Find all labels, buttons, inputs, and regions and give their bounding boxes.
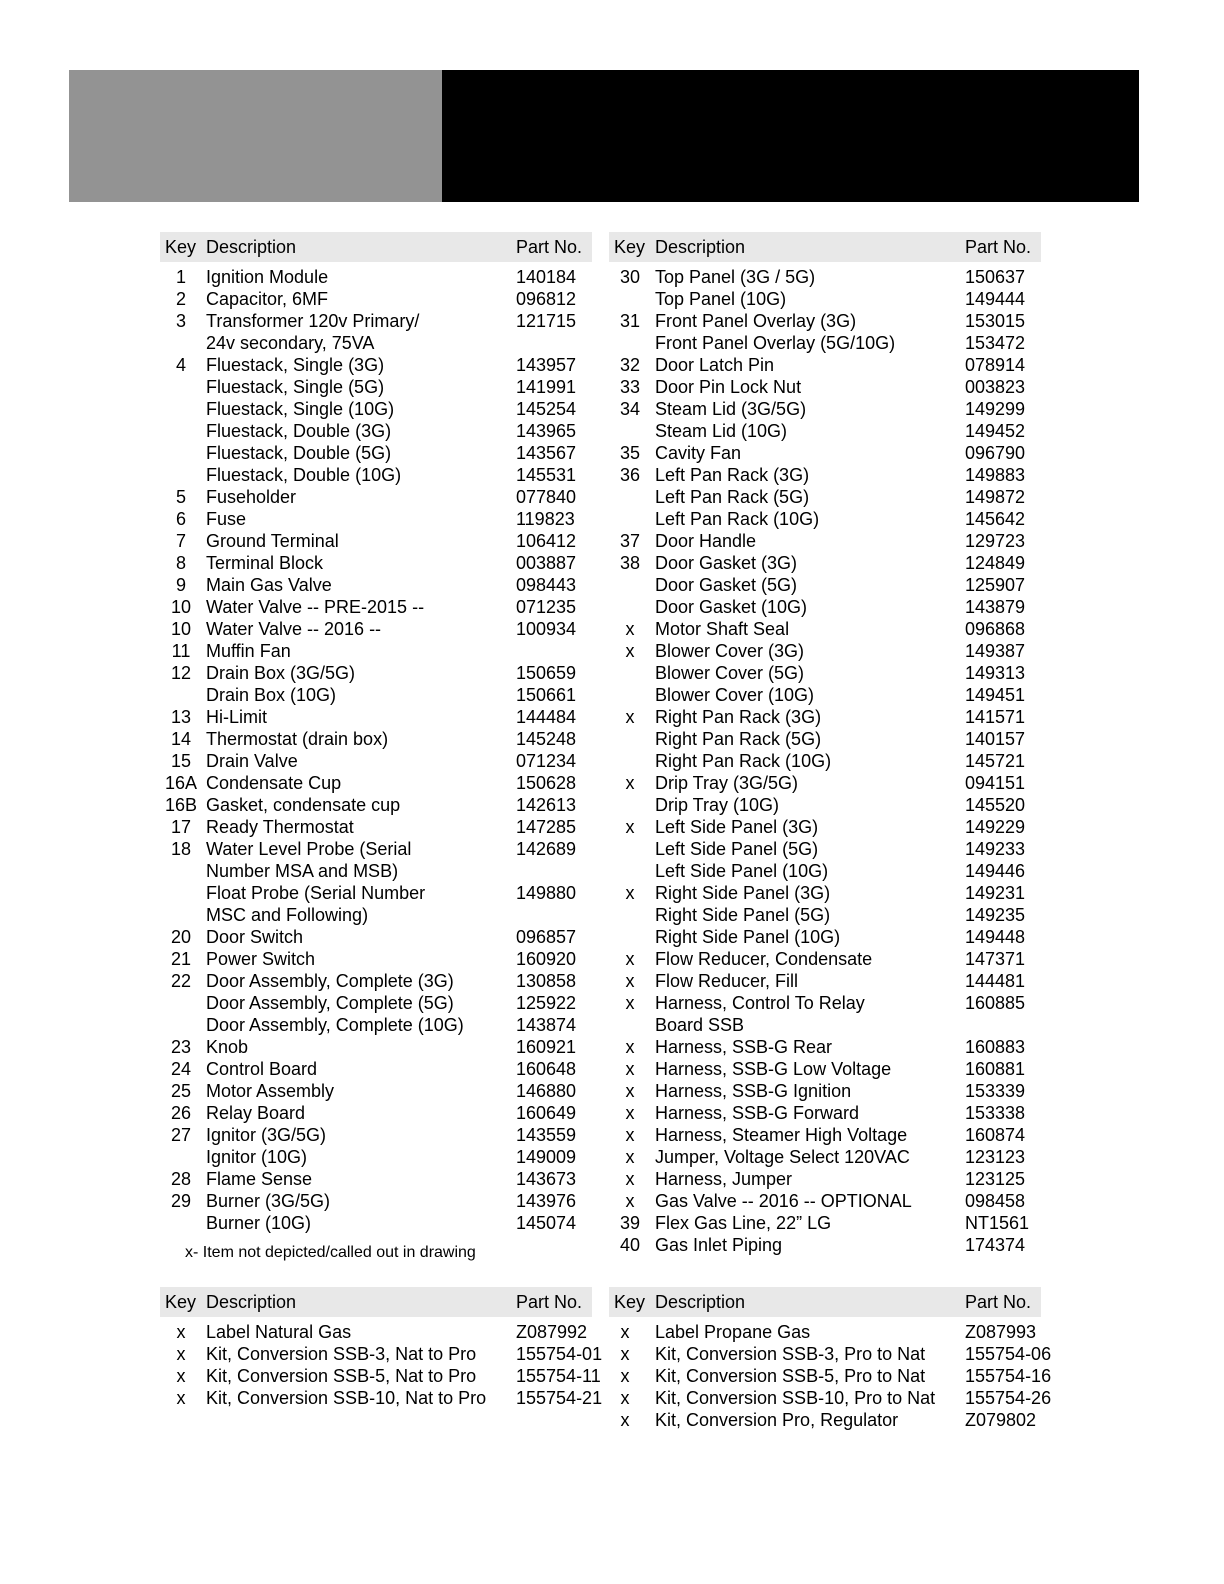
- row-part-no: 143673: [516, 1169, 577, 1189]
- row-description: Cavity Fan: [655, 443, 742, 463]
- row-description: Harness, SSB-G Forward: [655, 1103, 860, 1123]
- header-key: Key: [165, 237, 197, 257]
- row-key: x: [625, 1191, 635, 1211]
- row-part-no: 155754-11: [516, 1366, 601, 1386]
- row-key: x: [625, 1147, 635, 1167]
- row-key: x: [176, 1344, 186, 1364]
- row-part-no: 155754-21: [516, 1388, 603, 1408]
- row-description: MSC and Following): [206, 905, 369, 925]
- row-description: Power Switch: [206, 949, 316, 969]
- row-part-no: 147371: [965, 949, 1026, 969]
- row-key: x: [625, 949, 635, 969]
- row-key: 7: [175, 531, 186, 551]
- row-description: Drain Box (10G): [206, 685, 337, 705]
- row-description: Flex Gas Line, 22” LG: [655, 1213, 832, 1233]
- row-description: Gasket, condensate cup: [206, 795, 401, 815]
- row-description: Door Gasket (3G): [655, 553, 798, 573]
- row-description: Flame Sense: [206, 1169, 313, 1189]
- row-description: Relay Board: [206, 1103, 306, 1123]
- row-description: Door Latch Pin: [655, 355, 775, 375]
- row-key: 37: [619, 531, 641, 551]
- row-key: x: [176, 1322, 186, 1342]
- table-header: [609, 1287, 1041, 1317]
- row-part-no: Z087992: [516, 1322, 588, 1342]
- row-part-no: 106412: [516, 531, 577, 551]
- row-description: Water Valve -- PRE-2015 --: [206, 597, 425, 617]
- row-description: Ignitor (10G): [206, 1147, 308, 1167]
- row-key: 16A: [164, 773, 198, 793]
- row-description: Ignitor (3G/5G): [206, 1125, 327, 1145]
- row-part-no: 160920: [516, 949, 577, 969]
- row-key: x: [625, 707, 635, 727]
- row-description: Harness, SSB-G Low Voltage: [655, 1059, 892, 1079]
- row-description: Front Panel Overlay (5G/10G): [655, 333, 896, 353]
- row-description: Ignition Module: [206, 267, 329, 287]
- row-part-no: 147285: [516, 817, 577, 837]
- row-part-no: 153472: [965, 333, 1026, 353]
- row-description: Ready Thermostat: [206, 817, 354, 837]
- row-key: 30: [619, 267, 641, 287]
- row-part-no: 145254: [516, 399, 577, 419]
- row-description: Kit, Conversion SSB-5, Pro to Nat: [655, 1366, 926, 1386]
- row-part-no: 098458: [965, 1191, 1026, 1211]
- row-key: x: [625, 1125, 635, 1145]
- row-part-no: 078914: [965, 355, 1026, 375]
- row-description: Fluestack, Double (3G): [206, 421, 392, 441]
- row-description: Flow Reducer, Condensate: [655, 949, 873, 969]
- row-part-no: 123123: [965, 1147, 1026, 1167]
- row-description: Flow Reducer, Fill: [655, 971, 799, 991]
- row-part-no: 160883: [965, 1037, 1026, 1057]
- row-description: Board SSB: [655, 1015, 745, 1035]
- row-part-no: 149444: [965, 289, 1026, 309]
- row-key: x: [625, 993, 635, 1013]
- row-part-no: 153339: [965, 1081, 1026, 1101]
- row-key: 31: [619, 311, 641, 331]
- row-part-no: 149231: [965, 883, 1026, 903]
- row-part-no: 145074: [516, 1213, 577, 1233]
- row-part-no: 096790: [965, 443, 1026, 463]
- row-part-no: 160921: [516, 1037, 577, 1057]
- row-description: Blower Cover (3G): [655, 641, 805, 661]
- row-key: 40: [619, 1235, 641, 1255]
- row-description: Door Gasket (10G): [655, 597, 808, 617]
- row-description: Door Handle: [655, 531, 757, 551]
- row-description: Right Pan Rack (5G): [655, 729, 822, 749]
- row-key: 16B: [164, 795, 198, 815]
- row-description: Door Gasket (5G): [655, 575, 798, 595]
- row-description: Drain Box (3G/5G): [206, 663, 356, 683]
- row-part-no: 142689: [516, 839, 577, 859]
- row-description: Door Assembly, Complete (5G): [206, 993, 454, 1013]
- row-description: Knob: [206, 1037, 249, 1057]
- row-key: x: [625, 971, 635, 991]
- row-part-no: 071234: [516, 751, 577, 771]
- row-key: 13: [170, 707, 192, 727]
- row-part-no: 149880: [516, 883, 577, 903]
- row-part-no: 094151: [965, 773, 1026, 793]
- table-header: [160, 1287, 592, 1317]
- footnote: x- Item not depicted/called out in drawing: [185, 1244, 476, 1261]
- row-key: 15: [170, 751, 192, 771]
- row-key: 17: [170, 817, 192, 837]
- row-key: 2: [175, 289, 186, 309]
- row-key: x: [625, 641, 635, 661]
- row-description: Left Side Panel (3G): [655, 817, 819, 837]
- row-description: Number MSA and MSB): [206, 861, 399, 881]
- row-part-no: 145642: [965, 509, 1026, 529]
- row-part-no: 144481: [965, 971, 1026, 991]
- row-description: Fuseholder: [206, 487, 297, 507]
- row-part-no: 129723: [965, 531, 1026, 551]
- row-key: x: [625, 1081, 635, 1101]
- row-key: 5: [175, 487, 186, 507]
- row-part-no: Z087993: [965, 1322, 1037, 1342]
- row-description: Control Board: [206, 1059, 318, 1079]
- row-description: Right Pan Rack (10G): [655, 751, 832, 771]
- row-part-no: 142613: [516, 795, 577, 815]
- row-description: Terminal Block: [206, 553, 324, 573]
- row-part-no: 150661: [516, 685, 577, 705]
- row-key: x: [620, 1344, 630, 1364]
- row-part-no: 149883: [965, 465, 1026, 485]
- row-part-no: 124849: [965, 553, 1026, 573]
- row-description: Main Gas Valve: [206, 575, 332, 595]
- row-description: Drain Valve: [206, 751, 298, 771]
- row-key: 10: [170, 597, 192, 617]
- row-part-no: 150637: [965, 267, 1026, 287]
- row-key: 10: [170, 619, 192, 639]
- table-header: [160, 232, 592, 262]
- row-part-no: 149446: [965, 861, 1026, 881]
- row-description: Motor Shaft Seal: [655, 619, 790, 639]
- row-description: Door Switch: [206, 927, 304, 947]
- row-part-no: 143976: [516, 1191, 577, 1211]
- row-description: Muffin Fan: [206, 641, 291, 661]
- row-key: x: [625, 883, 635, 903]
- row-key: 27: [170, 1125, 192, 1145]
- header-description: Description: [655, 1292, 746, 1312]
- row-description: Fuse: [206, 509, 247, 529]
- row-description: Condensate Cup: [206, 773, 342, 793]
- row-key: 21: [170, 949, 192, 969]
- row-key: x: [625, 619, 635, 639]
- row-description: Kit, Conversion SSB-10, Nat to Pro: [206, 1388, 487, 1408]
- row-part-no: 174374: [965, 1235, 1026, 1255]
- row-part-no: 150659: [516, 663, 577, 683]
- row-description: Door Assembly, Complete (3G): [206, 971, 454, 991]
- row-part-no: 149229: [965, 817, 1026, 837]
- row-part-no: 149452: [965, 421, 1026, 441]
- row-part-no: 149387: [965, 641, 1026, 661]
- row-part-no: 096868: [965, 619, 1026, 639]
- row-part-no: 125922: [516, 993, 577, 1013]
- row-key: 11: [171, 641, 191, 661]
- row-description: Burner (3G/5G): [206, 1191, 331, 1211]
- row-part-no: 143559: [516, 1125, 577, 1145]
- row-key: 1: [175, 267, 186, 287]
- row-part-no: 143567: [516, 443, 577, 463]
- row-key: x: [620, 1388, 630, 1408]
- row-part-no: 003887: [516, 553, 577, 573]
- row-description: Blower Cover (10G): [655, 685, 815, 705]
- row-part-no: 160885: [965, 993, 1026, 1013]
- row-part-no: 149009: [516, 1147, 577, 1167]
- row-part-no: 155754-06: [965, 1344, 1052, 1364]
- row-key: 6: [175, 509, 186, 529]
- header-part-no: Part No.: [516, 237, 583, 257]
- row-part-no: 160881: [965, 1059, 1026, 1079]
- row-description: Motor Assembly: [206, 1081, 335, 1101]
- row-description: Right Side Panel (3G): [655, 883, 831, 903]
- row-key: 26: [170, 1103, 192, 1123]
- row-key: 28: [170, 1169, 192, 1189]
- row-key: x: [625, 1037, 635, 1057]
- row-description: Right Pan Rack (3G): [655, 707, 822, 727]
- row-part-no: 140157: [965, 729, 1026, 749]
- row-key: x: [625, 773, 635, 793]
- row-part-no: NT1561: [965, 1213, 1030, 1233]
- row-description: Fluestack, Double (5G): [206, 443, 392, 463]
- row-description: Transformer 120v Primary/: [206, 311, 420, 331]
- row-description: Kit, Conversion SSB-3, Pro to Nat: [655, 1344, 926, 1364]
- row-description: Drip Tray (3G/5G): [655, 773, 799, 793]
- row-key: x: [625, 817, 635, 837]
- row-part-no: 143957: [516, 355, 577, 375]
- header-banner-black: [442, 70, 1139, 202]
- row-description: Left Side Panel (5G): [655, 839, 819, 859]
- row-part-no: 149313: [965, 663, 1026, 683]
- header-part-no: Part No.: [965, 237, 1032, 257]
- row-description: Burner (10G): [206, 1213, 312, 1233]
- row-key: 8: [175, 553, 186, 573]
- row-part-no: 155754-16: [965, 1366, 1052, 1386]
- row-part-no: 003823: [965, 377, 1026, 397]
- row-description: Fluestack, Single (5G): [206, 377, 385, 397]
- row-description: Kit, Conversion SSB-5, Nat to Pro: [206, 1366, 477, 1386]
- row-part-no: 143879: [965, 597, 1026, 617]
- row-part-no: 140184: [516, 267, 577, 287]
- row-part-no: 141991: [516, 377, 577, 397]
- row-description: Fluestack, Single (10G): [206, 399, 395, 419]
- row-part-no: 145248: [516, 729, 577, 749]
- row-part-no: Z079802: [965, 1410, 1037, 1430]
- row-key: 22: [170, 971, 192, 991]
- row-key: x: [625, 1103, 635, 1123]
- row-description: Kit, Conversion Pro, Regulator: [655, 1410, 899, 1430]
- header-key: Key: [614, 1292, 646, 1312]
- row-part-no: 146880: [516, 1081, 577, 1101]
- header-description: Description: [206, 237, 297, 257]
- row-description: Front Panel Overlay (3G): [655, 311, 857, 331]
- row-part-no: 149448: [965, 927, 1026, 947]
- row-part-no: 149299: [965, 399, 1026, 419]
- row-key: 29: [170, 1191, 192, 1211]
- row-description: Left Pan Rack (10G): [655, 509, 820, 529]
- row-key: 33: [619, 377, 641, 397]
- row-description: Float Probe (Serial Number: [206, 883, 426, 903]
- row-description: Gas Inlet Piping: [655, 1235, 783, 1255]
- row-description: Left Pan Rack (3G): [655, 465, 810, 485]
- row-part-no: 123125: [965, 1169, 1026, 1189]
- header-description: Description: [655, 237, 746, 257]
- row-description: Ground Terminal: [206, 531, 339, 551]
- row-description: Water Level Probe (Serial: [206, 839, 412, 859]
- row-key: x: [620, 1322, 630, 1342]
- row-description: Left Pan Rack (5G): [655, 487, 810, 507]
- row-key: 24: [170, 1059, 192, 1079]
- row-description: Right Side Panel (5G): [655, 905, 831, 925]
- row-description: Fluestack, Double (10G): [206, 465, 402, 485]
- row-description: Steam Lid (10G): [655, 421, 788, 441]
- row-key: x: [620, 1410, 630, 1430]
- row-part-no: 143965: [516, 421, 577, 441]
- row-key: 20: [170, 927, 192, 947]
- row-key: 12: [170, 663, 192, 683]
- row-description: Left Side Panel (10G): [655, 861, 829, 881]
- row-description: Thermostat (drain box): [206, 729, 389, 749]
- row-key: 14: [170, 729, 192, 749]
- row-part-no: 121715: [516, 311, 577, 331]
- row-part-no: 130858: [516, 971, 577, 991]
- row-description: Door Pin Lock Nut: [655, 377, 802, 397]
- header-banner-gray: [69, 70, 442, 202]
- row-key: x: [176, 1366, 186, 1386]
- row-description: Fluestack, Single (3G): [206, 355, 385, 375]
- row-description: Hi-Limit: [206, 707, 267, 727]
- row-description: Gas Valve -- 2016 -- OPTIONAL: [655, 1191, 912, 1211]
- row-part-no: 125907: [965, 575, 1026, 595]
- row-part-no: 096857: [516, 927, 577, 947]
- row-part-no: 160648: [516, 1059, 577, 1079]
- row-description: Door Assembly, Complete (10G): [206, 1015, 464, 1035]
- row-part-no: 150628: [516, 773, 577, 793]
- row-part-no: 098443: [516, 575, 577, 595]
- row-key: x: [625, 1059, 635, 1079]
- row-part-no: 155754-01: [516, 1344, 603, 1364]
- row-part-no: 149451: [965, 685, 1026, 705]
- row-key: 36: [619, 465, 641, 485]
- row-part-no: 149233: [965, 839, 1026, 859]
- row-description: Top Panel (10G): [655, 289, 787, 309]
- row-key: 23: [170, 1037, 192, 1057]
- row-description: Drip Tray (10G): [655, 795, 780, 815]
- row-description: Jumper, Voltage Select 120VAC: [655, 1147, 910, 1167]
- row-description: Kit, Conversion SSB-10, Pro to Nat: [655, 1388, 936, 1408]
- row-part-no: 149872: [965, 487, 1026, 507]
- row-key: 39: [619, 1213, 641, 1233]
- row-part-no: 149235: [965, 905, 1026, 925]
- row-description: Harness, SSB-G Ignition: [655, 1081, 852, 1101]
- row-key: x: [176, 1388, 186, 1408]
- row-part-no: 100934: [516, 619, 577, 639]
- row-key: 3: [175, 311, 186, 331]
- row-description: Harness, Steamer High Voltage: [655, 1125, 908, 1145]
- row-key: 35: [619, 443, 641, 463]
- row-description: Label Propane Gas: [655, 1322, 811, 1342]
- header-part-no: Part No.: [965, 1292, 1032, 1312]
- row-part-no: 153015: [965, 311, 1026, 331]
- row-key: 32: [619, 355, 641, 375]
- row-description: 24v secondary, 75VA: [206, 333, 375, 353]
- row-part-no: 160649: [516, 1103, 577, 1123]
- row-description: Blower Cover (5G): [655, 663, 805, 683]
- row-description: Water Valve -- 2016 --: [206, 619, 382, 639]
- row-description: Harness, Control To Relay: [655, 993, 865, 1013]
- row-key: x: [620, 1366, 630, 1386]
- row-description: Steam Lid (3G/5G): [655, 399, 807, 419]
- row-key: 34: [619, 399, 641, 419]
- row-part-no: 144484: [516, 707, 577, 727]
- row-key: 38: [619, 553, 641, 573]
- row-part-no: 096812: [516, 289, 577, 309]
- row-part-no: 071235: [516, 597, 577, 617]
- row-description: Right Side Panel (10G): [655, 927, 841, 947]
- table-header: [609, 232, 1041, 262]
- row-description: Top Panel (3G / 5G): [655, 267, 816, 287]
- row-description: Kit, Conversion SSB-3, Nat to Pro: [206, 1344, 477, 1364]
- row-part-no: 119823: [516, 509, 575, 529]
- header-key: Key: [165, 1292, 197, 1312]
- header-part-no: Part No.: [516, 1292, 583, 1312]
- row-description: Label Natural Gas: [206, 1322, 352, 1342]
- row-key: 25: [170, 1081, 192, 1101]
- row-part-no: 145531: [516, 465, 577, 485]
- row-part-no: 141571: [965, 707, 1026, 727]
- row-part-no: 153338: [965, 1103, 1026, 1123]
- row-description: Capacitor, 6MF: [206, 289, 329, 309]
- row-part-no: 155754-26: [965, 1388, 1052, 1408]
- row-part-no: 145520: [965, 795, 1026, 815]
- row-part-no: 160874: [965, 1125, 1026, 1145]
- row-key: 18: [170, 839, 192, 859]
- row-part-no: 145721: [965, 751, 1026, 771]
- row-part-no: 077840: [516, 487, 577, 507]
- row-key: 4: [175, 355, 186, 375]
- header-key: Key: [614, 237, 646, 257]
- row-description: Harness, SSB-G Rear: [655, 1037, 833, 1057]
- row-description: Harness, Jumper: [655, 1169, 793, 1189]
- row-part-no: 143874: [516, 1015, 577, 1035]
- header-description: Description: [206, 1292, 297, 1312]
- row-key: x: [625, 1169, 635, 1189]
- row-key: 9: [175, 575, 186, 595]
